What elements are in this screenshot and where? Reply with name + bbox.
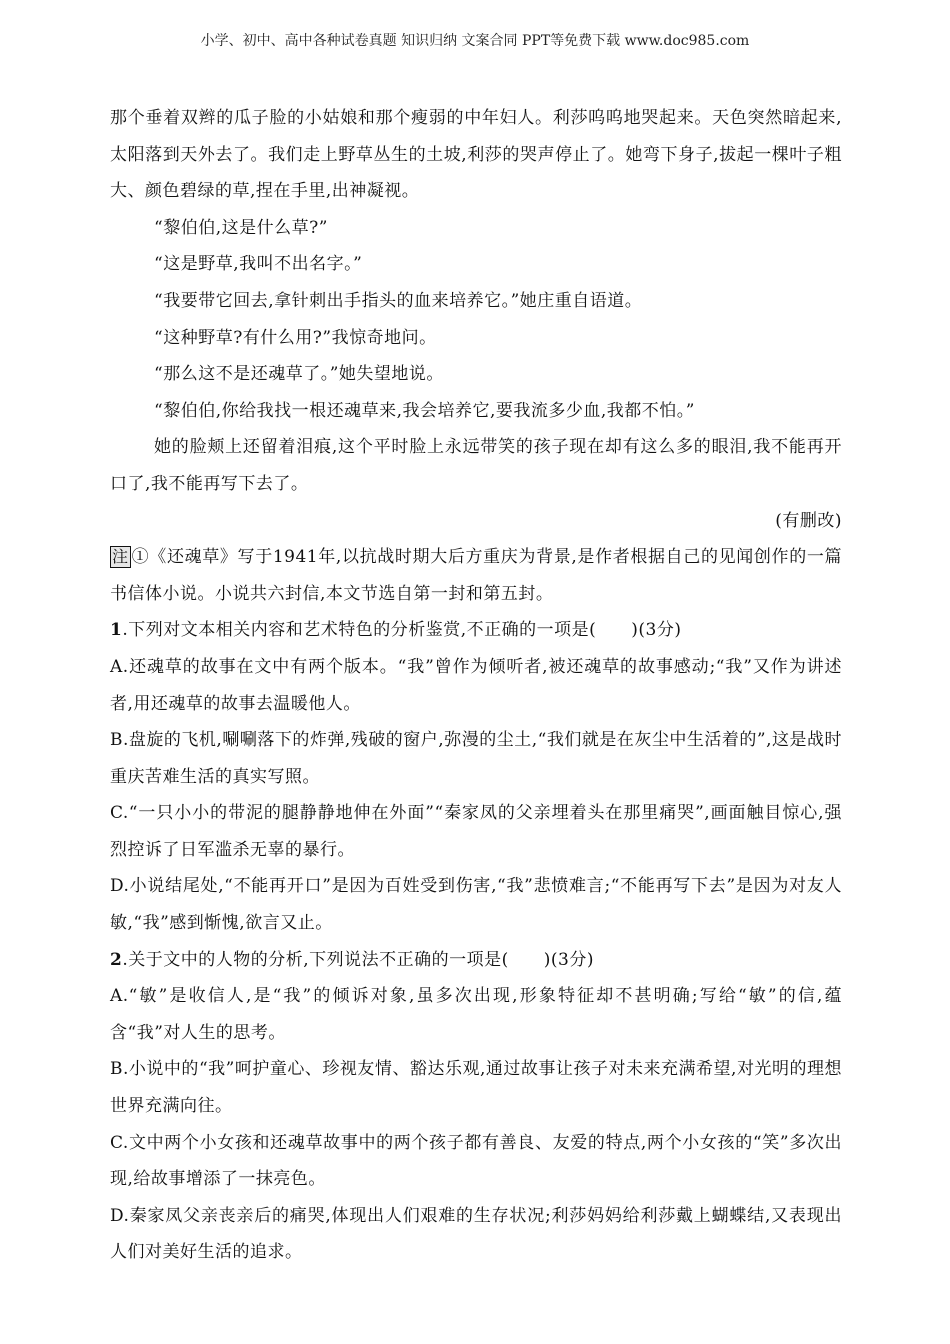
dialogue-line: “黎伯伯,你给我找一根还魂草来,我会培养它,要我流多少血,我都不怕。” (154, 400, 695, 421)
question-text: .关于文中的人物的分析,下列说法不正确的一项是( )(3分) (122, 949, 594, 970)
question-stem (110, 612, 842, 649)
question-number: 1 (110, 620, 123, 641)
option-d: D.秦家凤父亲丧亲后的痛哭,体现出人们艰难的生存状况;利莎妈妈给利莎戴上蝴蝶结,又表现出人们对美好生活的追求。 (110, 1205, 842, 1263)
dialogue-line: “我要带它回去,拿针刺出手指头的血来培养它。”她庄重自语道。 (154, 290, 643, 311)
option-c: C.“一只小小的带泥的腿静静地伸在外面”“秦家凤的父亲埋着头在那里痛哭”,画面触目惊心,强烈控诉了日军滥杀无辜的暴行。 (110, 803, 842, 860)
option-a: A.“敏”是收信人,是“我”的倾诉对象,虽多次出现,形象特征却不甚明确;写给“敏”的信,蕴含“我”对人生的思考。 (110, 986, 842, 1043)
page-header: 小学、初中、高中各种试卷真题 知识归纳 文案合同 PPT等免费下载 www.doc985.com (200, 33, 750, 49)
question-stem (110, 942, 842, 979)
option-c: C.文中两个小女孩和还魂草故事中的两个孩子都有善良、友爱的特点,两个小女孩的“笑”多次出现,给故事增添了一抹亮色。 (110, 1132, 842, 1190)
question-1 (110, 612, 842, 941)
note-tag: 注 (112, 547, 129, 567)
dialogue-line: “这是野草,我叫不出名字。” (154, 254, 363, 275)
note-text: ①《还魂草》写于1941年,以抗战时期大后方重庆为背景,是作者根据自己的见闻创作的一篇书信体小说。小说共六封信,本文节选自第一封和第五封。 (110, 547, 842, 604)
question-text: .下列对文本相关内容和艺术特色的分析鉴赏,不正确的一项是( )(3分) (122, 620, 682, 641)
story-paragraph: 那个垂着双辫的瓜子脸的小姑娘和那个瘦弱的中年妇人。利莎呜呜地哭起来。天色突然暗起来,太阳落到天外去了。我们走上野草丛生的土坡,利莎的哭声停止了。她弯下身子,拔起一棵叶子粗大、颜色碧绿的草,捏在手里,出神凝视。 (110, 108, 842, 202)
question-number: 2 (110, 949, 123, 970)
dialogue-line: “这种野草?有什么用?”我惊奇地问。 (154, 327, 437, 348)
option-a: A.还魂草的故事在文中有两个版本。“我”曾作为倾听者,被还魂草的故事感动;“我”又作为讲述者,用还魂草的故事去温暖他人。 (110, 656, 842, 714)
option-d: D.小说结尾处,“不能再开口”是因为百姓受到伤害,“我”悲愤难言;“不能再写下去”是因为对友人敏,“我”感到惭愧,欲言又止。 (110, 876, 842, 934)
dialogue-line: “那么这不是还魂草了。”她失望地说。 (154, 364, 444, 385)
document-body (110, 100, 842, 1271)
source-note: (有删改) (775, 510, 842, 531)
annotation-note (110, 539, 842, 612)
option-b: B.小说中的“我”呵护童心、珍视友情、豁达乐观,通过故事让孩子对未来充满希望,对光明的理想世界充满向往。 (110, 1059, 842, 1117)
dialogue-line: “黎伯伯,这是什么草?” (154, 217, 328, 238)
question-2 (110, 942, 842, 1271)
story-paragraph: 她的脸颊上还留着泪痕,这个平时脸上永远带笑的孩子现在却有这么多的眼泪,我不能再开口了,我不能再写下去了。 (110, 437, 842, 494)
option-b: B.盘旋的飞机,唰唰落下的炸弹,残破的窗户,弥漫的尘土,“我们就是在灰尘中生活着的”,这是战时重庆苦难生活的真实写照。 (110, 730, 842, 787)
story-excerpt (110, 100, 842, 539)
